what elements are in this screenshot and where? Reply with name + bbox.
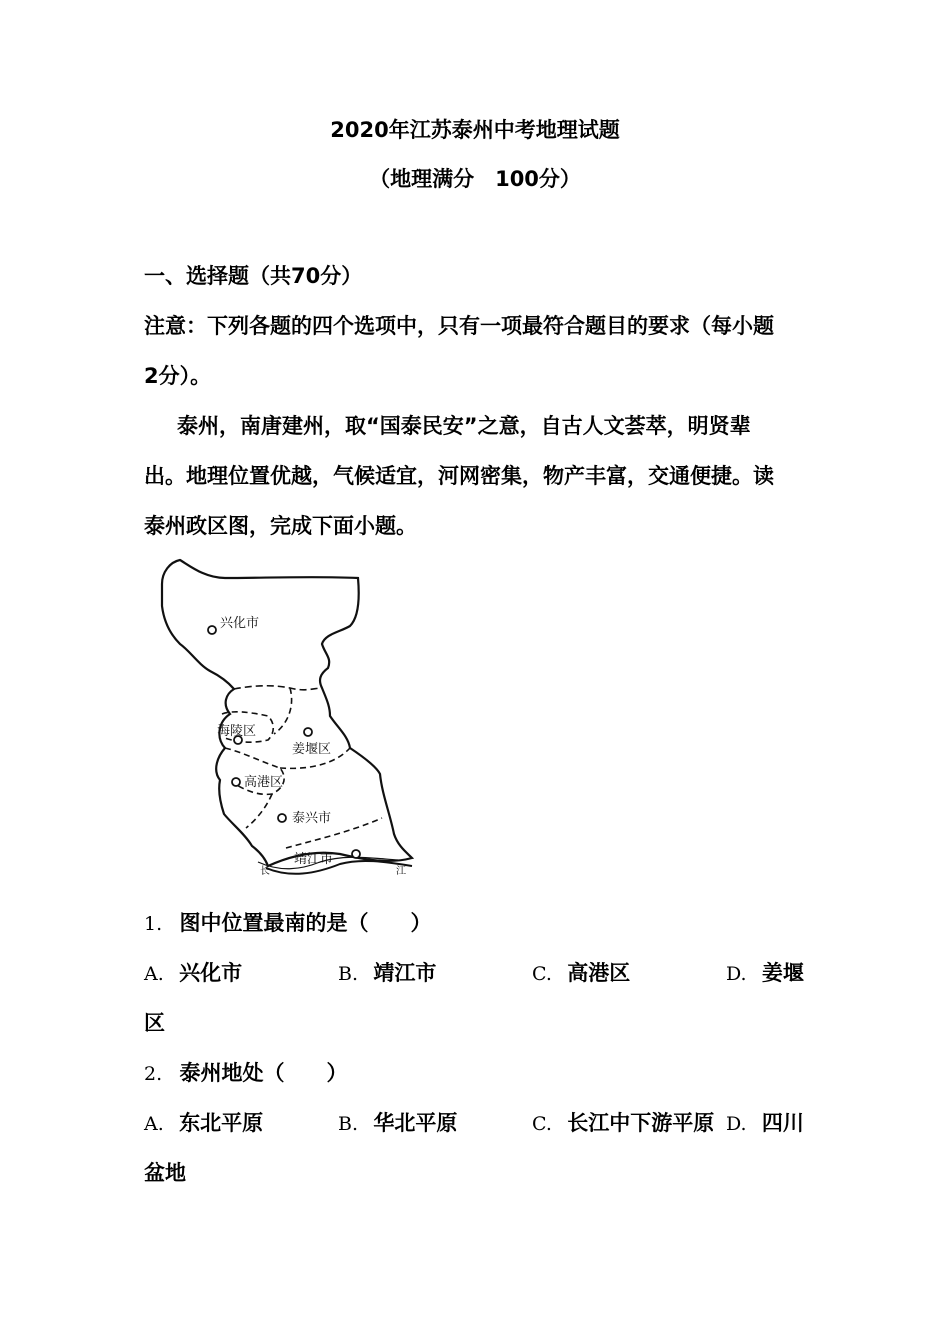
question-2-stem: 泰州地处（ ） — [179, 1061, 348, 1085]
q2-option-b-text: 华北平原 — [373, 1111, 458, 1135]
q2-option-c-text: 长江中下游平原 — [567, 1111, 715, 1135]
notice-line-1: 注意：下列各题的四个选项中，只有一项最符合题目的要求（每小题 — [144, 314, 774, 338]
q1-option-b-text: 靖江市 — [373, 961, 437, 985]
q2-option-d-text: 四川 — [761, 1111, 804, 1135]
question-1-stem: 图中位置最南的是（ ） — [179, 911, 432, 935]
q1-option-b-letter: B. — [338, 963, 359, 985]
intro-line-3: 泰州政区图，完成下面小题。 — [144, 514, 417, 538]
q2-option-d-letter: D. — [726, 1113, 747, 1135]
river-line-outer — [266, 861, 412, 874]
intro-line-2: 出。地理位置优越，气候适宜，河网密集，物产丰富，交通便捷。读 — [144, 464, 774, 488]
taixing-label: 泰兴市 — [292, 811, 332, 826]
question-1 — [144, 909, 431, 938]
xinghua-label: 兴化市 — [220, 616, 260, 631]
taixing-marker — [278, 814, 286, 822]
q2-option-a-text: 东北平原 — [179, 1111, 264, 1135]
boundary-taixing-west — [246, 794, 272, 828]
q2-option-c[interactable] — [532, 1109, 714, 1138]
notice-line-2: 2分）。 — [144, 364, 212, 388]
question-2-number: 2. — [144, 1063, 163, 1085]
taizhou-district-map — [150, 556, 440, 886]
q2-option-b[interactable] — [338, 1109, 457, 1138]
question-2 — [144, 1059, 347, 1088]
question-1-number: 1. — [144, 913, 163, 935]
xinghua-marker — [208, 626, 216, 634]
q1-option-c[interactable] — [532, 959, 630, 988]
q1-option-d-wrap: 区 — [144, 1011, 165, 1035]
gaogang-marker — [232, 778, 240, 786]
q1-option-c-text: 高港区 — [567, 961, 631, 985]
boundary-xinghua-south — [234, 686, 322, 690]
q2-option-a-letter: A. — [144, 1113, 164, 1135]
q1-option-a-text: 兴化市 — [179, 961, 243, 985]
map-outline — [162, 560, 412, 866]
q1-option-d-letter: D. — [726, 963, 747, 985]
q1-option-a[interactable] — [144, 959, 242, 988]
q2-option-b-letter: B. — [338, 1113, 359, 1135]
q2-option-d[interactable] — [726, 1109, 804, 1138]
section-heading: 一、选择题（共70分） — [144, 264, 363, 288]
jingjiang-label: 靖江市 — [294, 852, 334, 867]
q2-option-c-letter: C. — [532, 1113, 552, 1135]
jiangyan-marker — [304, 728, 312, 736]
q2-option-a[interactable] — [144, 1109, 263, 1138]
river-label-left: 长 — [260, 866, 270, 877]
gaogang-label: 高港区 — [244, 775, 284, 790]
exam-subtitle: （地理满分 100分） — [369, 167, 581, 191]
q1-option-d-text: 姜堰 — [761, 961, 804, 985]
jingjiang-marker — [352, 850, 360, 858]
q2-option-d-wrap: 盆地 — [144, 1161, 186, 1185]
intro-line-1: 泰州，南唐建州，取“国泰民安”之意，自古人文荟萃，明贤辈 — [177, 414, 751, 438]
boundary-jiangyan-west — [274, 688, 292, 734]
jiangyan-label: 姜堰区 — [292, 742, 332, 757]
q1-option-c-letter: C. — [532, 963, 552, 985]
q1-option-b[interactable] — [338, 959, 436, 988]
river-label-right: 江 — [396, 866, 406, 877]
q1-option-a-letter: A. — [144, 963, 164, 985]
exam-title: 2020年江苏泰州中考地理试题 — [330, 118, 620, 142]
hailing-label: 海陵区 — [217, 724, 257, 739]
q1-option-d[interactable] — [726, 959, 804, 988]
